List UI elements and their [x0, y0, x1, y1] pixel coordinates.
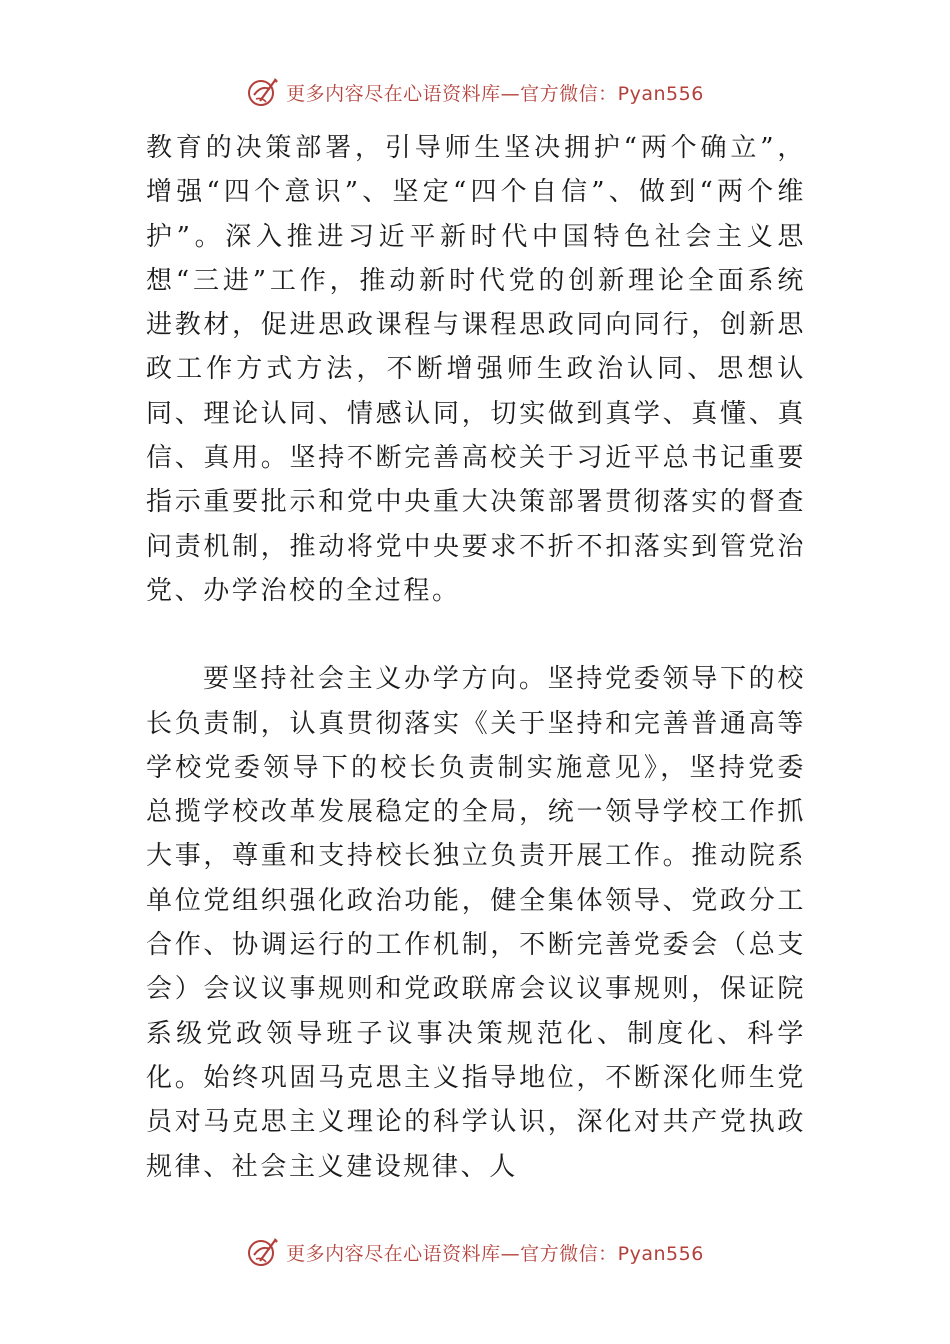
paragraph-2: 要坚持社会主义办学方向。坚持党委领导下的校长负责制，认真贯彻落实《关于坚持和完善普通高等学校党委领导下的校长负责制实施意见》，坚持党委总揽学校改革发展稳定的全局，统一领导学校工作抓大事，尊重和支持校长独立负责开展工作。推动院系单位党组织强化政治功能，健全集体领导、党政分工合作、协调运行的工作机制，不断完善党委会（总支会）会议议事规则和党政联席会议议事规则，保证院系级党政领导班子议事决策规范化、制度化、科学化。始终巩固马克思主义指导地位，不断深化师生党员对马克思主义理论的科学认识，深化对共产党执政规律、社会主义建设规律、人: [146, 664, 806, 1182]
pen-scroll-logo-icon: [246, 1235, 280, 1269]
pen-scroll-logo-icon: [246, 75, 280, 109]
header-watermark-banner: [0, 72, 950, 112]
header-watermark-text: 更多内容尽在心语资料库—官方微信：Pyan556: [286, 82, 704, 105]
footer-watermark-banner: [0, 1232, 950, 1272]
paragraph-1: 教育的决策部署，引导师生坚决拥护“两个确立”，增强“四个意识”、坚定“四个自信”、做到“两个维护”。深入推进习近平新时代中国特色社会主义思想“三进”工作，推动新时代党的创新理论全面系统进教材，促进思政课程与课程思政同向同行，创新思政工作方式方法，不断增强师生政治认同、思想认同、理论认同、情感认同，切实做到真学、真懂、真信、真用。坚持不断完善高校关于习近平总书记重要指示重要批示和党中央重大决策部署贯彻落实的督查问责机制，推动将党中央要求不折不扣落实到管党治党、办学治校的全过程。: [146, 133, 806, 606]
footer-watermark-text: 更多内容尽在心语资料库—官方微信：Pyan556: [286, 1242, 704, 1265]
paragraph-gap: [146, 613, 806, 657]
document-body: [146, 126, 806, 1189]
